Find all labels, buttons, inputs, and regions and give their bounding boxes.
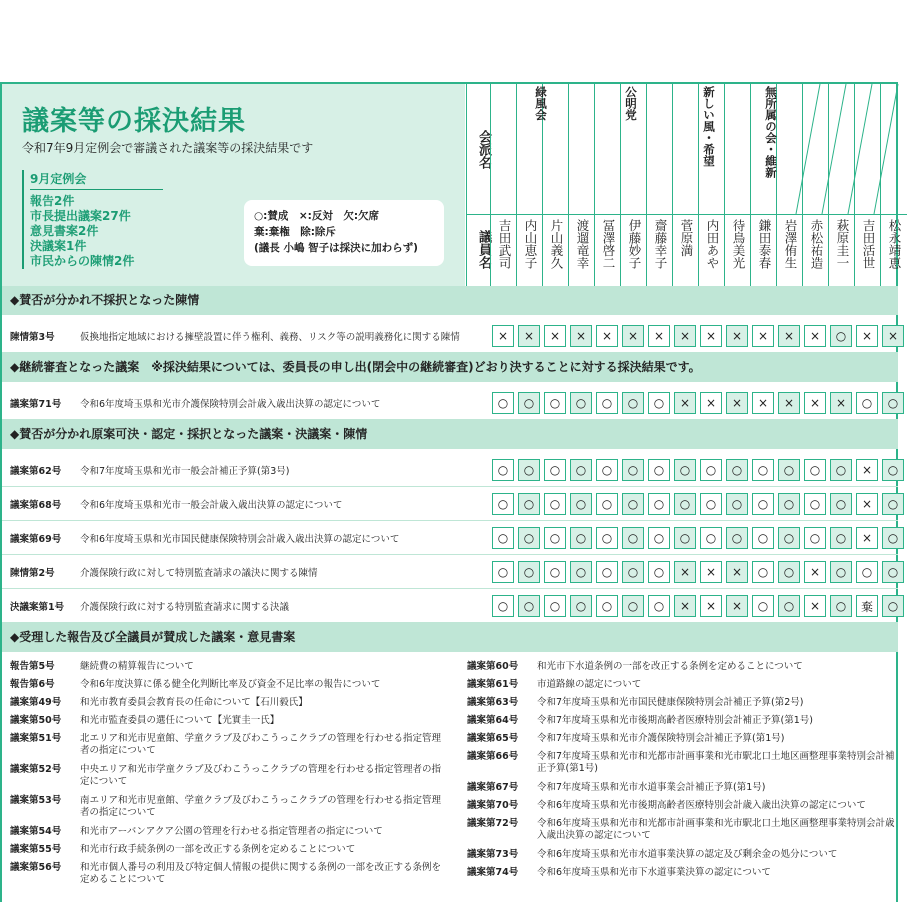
vote-mark: × xyxy=(570,325,592,347)
bill-code: 議案第72号 xyxy=(467,818,519,829)
bill-title: 市道路線の認定について xyxy=(537,679,642,690)
vote-mark: ○ xyxy=(804,527,826,549)
bill-code: 議案第51号 xyxy=(10,733,62,744)
vote-mark: × xyxy=(518,325,540,347)
bill-code: 議案第63号 xyxy=(467,697,519,708)
member-name: 伊藤妙子 xyxy=(627,219,642,269)
table-row xyxy=(2,453,898,487)
vote-mark: ○ xyxy=(596,459,618,481)
bill-title: 令和6年度埼玉県和光市介護保険特別会計歳入歳出決算の認定について xyxy=(80,399,381,410)
vote-mark: × xyxy=(492,325,514,347)
vote-mark: ○ xyxy=(492,392,514,414)
member-cell xyxy=(881,214,907,286)
vote-mark: × xyxy=(830,392,852,414)
vote-mark: × xyxy=(856,493,878,515)
vote-mark: ○ xyxy=(622,392,644,414)
vote-mark: ○ xyxy=(518,527,540,549)
section-header: ◆受理した報告及び全議員が賛成した議案・意見書案 xyxy=(2,623,898,652)
bill-code: 議案第52号 xyxy=(10,764,62,775)
member-name: 萩原圭一 xyxy=(835,219,850,269)
vote-mark: ○ xyxy=(700,493,722,515)
bill-title: 介護保険行政に対して特別監査請求の議決に関する陳情 xyxy=(80,568,318,579)
bill-code: 議案第50号 xyxy=(10,715,62,726)
section-header: ◆賛否が分かれ不採択となった陳情 xyxy=(2,286,898,315)
vote-mark: × xyxy=(544,325,566,347)
bill-title: 南エリア和光市児童館、学童クラブ及びわこうっこクラブの管理を行わせる指定管理者の指定について xyxy=(80,795,442,818)
vote-mark: ○ xyxy=(596,595,618,617)
bill-code: 議案第61号 xyxy=(467,679,519,690)
vote-mark: × xyxy=(674,595,696,617)
vote-mark: × xyxy=(700,392,722,414)
vote-mark: ○ xyxy=(492,493,514,515)
member-cell xyxy=(647,214,673,286)
bill-code: 議案第62号 xyxy=(10,466,62,477)
bill-code: 議案第60号 xyxy=(467,661,519,672)
vote-mark: ○ xyxy=(804,493,826,515)
member-name: 内田あや xyxy=(705,219,720,269)
page-title: 議案等の採決結果 xyxy=(22,106,246,137)
bill-title: 令和7年度埼玉県和光市介護保険特別会計補正予算(第1号) xyxy=(537,733,785,744)
vote-mark: × xyxy=(674,561,696,583)
vote-mark: × xyxy=(674,392,696,414)
vote-mark: ○ xyxy=(856,392,878,414)
vote-mark: ○ xyxy=(648,459,670,481)
vote-mark: ○ xyxy=(570,595,592,617)
member-cell xyxy=(777,214,803,286)
vote-mark: × xyxy=(700,595,722,617)
table-row xyxy=(2,487,898,521)
bill-code: 議案第69号 xyxy=(10,534,62,545)
legend-line: (議長 小嶋 智子は採決に加わらず) xyxy=(254,242,418,254)
member-name: 赤松祐造 xyxy=(809,219,824,269)
vote-mark: ○ xyxy=(804,459,826,481)
unaffiliated-hatch xyxy=(796,84,898,214)
group-name: 公明党 xyxy=(624,86,638,121)
table-row xyxy=(2,555,898,589)
bill-code: 議案第55号 xyxy=(10,844,62,855)
session-item: 市長提出議案27件 xyxy=(30,209,131,223)
section-header: ◆継続審査となった議案 ※採決結果については、委員長の申し出(閉会中の継続審査)どおり決することに対する採決結果です。 xyxy=(2,353,898,382)
vote-mark: ○ xyxy=(830,595,852,617)
vote-mark: ○ xyxy=(596,527,618,549)
vote-mark: ○ xyxy=(882,527,904,549)
vote-mark: ○ xyxy=(882,595,904,617)
member-name: 岩澤侑生 xyxy=(783,219,798,269)
vote-mark: × xyxy=(778,392,800,414)
vote-mark: ○ xyxy=(674,527,696,549)
member-name: 吉田武司 xyxy=(497,219,512,269)
bill-title: 和光市監査委員の選任について【光實圭一氏】 xyxy=(80,715,280,726)
vote-mark: ○ xyxy=(544,392,566,414)
bill-code: 議案第49号 xyxy=(10,697,62,708)
member-name: 鎌田泰春 xyxy=(757,219,772,269)
vote-mark: ○ xyxy=(882,493,904,515)
vote-mark: ○ xyxy=(492,595,514,617)
bill-title: 北エリア和光市児童館、学童クラブ及びわこうっこクラブの管理を行わせる指定管理者の指定について xyxy=(80,733,442,756)
bill-title: 継続費の精算報告について xyxy=(80,661,194,672)
bill-code: 議案第67号 xyxy=(467,782,519,793)
bill-title: 和光市アーバンアクア公園の管理を行わせる指定管理者の指定について xyxy=(80,826,383,837)
bill-title: 和光市下水道条例の一部を改正する条例を定めることについて xyxy=(537,661,803,672)
faction-label: 会派名 xyxy=(476,130,491,169)
member-name: 待鳥美光 xyxy=(731,219,746,269)
bill-title: 令和7年度埼玉県和光市和光都市計画事業和光市駅北口土地区画整理事業特別会計補正予算(第1号) xyxy=(537,751,895,774)
vote-mark: ○ xyxy=(778,595,800,617)
vote-mark: ○ xyxy=(622,493,644,515)
bill-title: 令和6年度埼玉県和光市一般会計歳入歳出決算の認定について xyxy=(80,500,343,511)
member-cell xyxy=(491,214,517,286)
vote-mark: ○ xyxy=(544,459,566,481)
vote-mark: ○ xyxy=(700,459,722,481)
vote-mark: ○ xyxy=(778,459,800,481)
bill-code: 議案第70号 xyxy=(467,800,519,811)
member-cell xyxy=(517,214,543,286)
bill-title: 令和6年度埼玉県和光市国民健康保険特別会計歳入歳出決算の認定について xyxy=(80,534,400,545)
bill-title: 令和7年度埼玉県和光市水道事業会計補正予算(第1号) xyxy=(537,782,766,793)
vote-mark: × xyxy=(726,595,748,617)
member-column xyxy=(724,84,750,286)
vote-mark: × xyxy=(648,325,670,347)
member-cell xyxy=(829,214,855,286)
group-name: 無所属の会・維新 xyxy=(764,86,778,178)
vote-mark: × xyxy=(726,392,748,414)
vote-mark: × xyxy=(700,325,722,347)
bill-title: 和光市個人番号の利用及び特定個人情報の提供に関する条例の一部を改正する条例を定めることについて xyxy=(80,862,442,885)
table-row xyxy=(2,319,898,353)
member-name: 齋藤幸子 xyxy=(653,219,668,269)
vote-mark: ○ xyxy=(518,493,540,515)
bill-title: 令和7年度埼玉県和光市後期高齢者医療特別会計補正予算(第1号) xyxy=(537,715,814,726)
vote-mark: × xyxy=(726,325,748,347)
group-name: 新しい風・希望 xyxy=(702,86,716,167)
vote-mark: ○ xyxy=(596,561,618,583)
vote-mark: × xyxy=(804,392,826,414)
vote-mark: × xyxy=(700,561,722,583)
vote-mark: ○ xyxy=(544,561,566,583)
vote-mark: × xyxy=(674,325,696,347)
vote-mark: ○ xyxy=(778,493,800,515)
vote-mark: ○ xyxy=(518,561,540,583)
vote-mark: ○ xyxy=(570,459,592,481)
group-name: 緑風会 xyxy=(534,86,548,121)
bill-title: 令和6年度埼玉県和光市後期高齢者医療特別会計歳入歳出決算の認定について xyxy=(537,800,866,811)
member-column xyxy=(594,84,620,286)
vote-mark: ○ xyxy=(518,459,540,481)
vote-mark: ○ xyxy=(544,527,566,549)
vote-mark: × xyxy=(726,561,748,583)
bill-code: 報告第6号 xyxy=(10,679,55,690)
bill-title: 中央エリア和光市学童クラブ及びわこうっこクラブの管理を行わせる指定管理者の指定について xyxy=(80,764,442,787)
page-subtitle: 令和7年9月定例会で審議された議案等の採決結果です xyxy=(22,141,314,155)
vote-mark: ○ xyxy=(674,493,696,515)
bill-title: 和光市教育委員会教育長の任命について【石川毅氏】 xyxy=(80,697,308,708)
member-cell xyxy=(803,214,829,286)
member-cell xyxy=(543,214,569,286)
vote-mark: ○ xyxy=(544,493,566,515)
vote-mark: ○ xyxy=(752,493,774,515)
bill-code: 議案第73号 xyxy=(467,849,519,860)
vote-mark: ○ xyxy=(752,527,774,549)
member-name: 内山恵子 xyxy=(523,219,538,269)
bill-code: 議案第64号 xyxy=(467,715,519,726)
member-column xyxy=(672,84,698,286)
vote-mark: ○ xyxy=(830,459,852,481)
bill-title: 令和6年度埼玉県和光市和光都市計画事業和光市駅北口土地区画整理事業特別会計歳入歳出決算の認定について xyxy=(537,818,895,841)
member-name: 渡遛竜幸 xyxy=(575,219,590,269)
vote-mark: × xyxy=(856,325,878,347)
bill-title: 仮換地指定地域における擁壁設置に伴う権利、義務、リスク等の説明義務化に関する陳情 xyxy=(80,332,460,343)
vote-mark: ○ xyxy=(648,561,670,583)
bill-code: 陳情第3号 xyxy=(10,332,55,343)
vote-mark: ○ xyxy=(570,561,592,583)
bill-title: 和光市行政手続条例の一部を改正する条例を定めることについて xyxy=(80,844,356,855)
legend-line: 棄:棄権 除:除斥 xyxy=(254,226,336,238)
vote-mark: ○ xyxy=(778,527,800,549)
vote-mark: ○ xyxy=(492,527,514,549)
bill-title: 令和7年度埼玉県和光市一般会計補正予算(第3号) xyxy=(80,466,290,477)
bill-title: 令和7年度埼玉県和光市国民健康保険特別会計補正予算(第2号) xyxy=(537,697,804,708)
vote-mark: ○ xyxy=(882,459,904,481)
vote-mark: ○ xyxy=(726,459,748,481)
table-row xyxy=(2,521,898,555)
session-item: 市民からの陳情2件 xyxy=(30,254,135,268)
member-name: 菅原満 xyxy=(679,219,694,257)
member-cell xyxy=(569,214,595,286)
vote-mark: ○ xyxy=(830,561,852,583)
member-cell xyxy=(595,214,621,286)
member-cell xyxy=(751,214,777,286)
vote-mark: ○ xyxy=(830,493,852,515)
bill-code: 陳情第2号 xyxy=(10,568,55,579)
vote-mark: ○ xyxy=(492,561,514,583)
vote-mark: ○ xyxy=(570,493,592,515)
vote-mark: × xyxy=(622,325,644,347)
vote-mark: ○ xyxy=(882,561,904,583)
bill-title: 令和6年度埼玉県和光市水道事業決算の認定及び剰余金の処分について xyxy=(537,849,838,860)
vote-mark: ○ xyxy=(648,493,670,515)
session-item: 意見書案2件 xyxy=(30,224,99,238)
vote-mark: ○ xyxy=(596,392,618,414)
bill-code: 議案第56号 xyxy=(10,862,62,873)
vote-mark: ○ xyxy=(570,527,592,549)
vote-mark: ○ xyxy=(726,493,748,515)
vote-mark: × xyxy=(804,561,826,583)
vote-mark: ○ xyxy=(674,459,696,481)
vote-mark: × xyxy=(882,325,904,347)
vote-mark: × xyxy=(804,595,826,617)
vote-mark: × xyxy=(804,325,826,347)
session-title: 9月定例会 xyxy=(30,170,163,190)
vote-mark: ○ xyxy=(726,527,748,549)
bill-title: 令和6年度決算に係る健全化判断比率及び資金不足比率の報告について xyxy=(80,679,381,690)
vote-mark: ○ xyxy=(752,561,774,583)
bill-code: 議案第71号 xyxy=(10,399,62,410)
vote-mark: ○ xyxy=(648,392,670,414)
member-cell xyxy=(673,214,699,286)
bill-code: 議案第53号 xyxy=(10,795,62,806)
member-name: 吉田活世 xyxy=(861,219,876,269)
vote-mark: ○ xyxy=(570,392,592,414)
bill-code: 報告第5号 xyxy=(10,661,55,672)
bill-code: 決議案第1号 xyxy=(10,602,65,613)
vote-legend xyxy=(244,200,444,266)
vote-mark: ○ xyxy=(830,325,852,347)
member-name: 冨澤啓二 xyxy=(601,219,616,269)
member-column xyxy=(568,84,594,286)
bill-title: 介護保険行政に対する特別監査請求に関する決議 xyxy=(80,602,290,613)
vote-mark: × xyxy=(856,527,878,549)
vote-mark: ○ xyxy=(596,493,618,515)
member-column xyxy=(490,84,516,286)
bill-code: 議案第74号 xyxy=(467,867,519,878)
vote-mark: × xyxy=(752,392,774,414)
vote-mark: ○ xyxy=(882,392,904,414)
vote-mark: ○ xyxy=(700,527,722,549)
member-label: 議員名 xyxy=(476,230,491,269)
vote-mark: ○ xyxy=(492,459,514,481)
section-header: ◆賛否が分かれ原案可決・認定・採択となった議案・決議案・陳情 xyxy=(2,420,898,449)
vote-mark: ○ xyxy=(518,595,540,617)
session-item: 報告2件 xyxy=(30,194,75,208)
member-name: 片山義久 xyxy=(549,219,564,269)
vote-mark: ○ xyxy=(648,595,670,617)
vote-mark: ○ xyxy=(622,459,644,481)
vote-mark: × xyxy=(596,325,618,347)
bill-code: 議案第54号 xyxy=(10,826,62,837)
vote-mark: ○ xyxy=(752,595,774,617)
vote-mark: ○ xyxy=(622,595,644,617)
vote-mark: ○ xyxy=(544,595,566,617)
member-cell xyxy=(621,214,647,286)
member-cell xyxy=(725,214,751,286)
vote-mark: ○ xyxy=(830,527,852,549)
session-item: 決議案1件 xyxy=(30,239,87,253)
vote-mark: ○ xyxy=(856,561,878,583)
vote-mark: ○ xyxy=(778,561,800,583)
session-summary xyxy=(22,170,163,269)
vote-mark: × xyxy=(752,325,774,347)
legend-line: ○:賛成 ×:反対 欠:欠席 xyxy=(254,210,380,222)
vote-mark: ○ xyxy=(752,459,774,481)
vote-mark: ○ xyxy=(648,527,670,549)
bill-title: 令和6年度埼玉県和光市下水道事業決算の認定について xyxy=(537,867,771,878)
vote-mark: 棄 xyxy=(856,595,878,617)
vote-mark: ○ xyxy=(622,527,644,549)
vote-mark: ○ xyxy=(518,392,540,414)
member-name: 松永靖恵 xyxy=(887,219,902,269)
member-column xyxy=(646,84,672,286)
member-cell xyxy=(855,214,881,286)
vote-mark: ○ xyxy=(622,561,644,583)
member-cell xyxy=(699,214,725,286)
bill-code: 議案第68号 xyxy=(10,500,62,511)
vote-mark: × xyxy=(778,325,800,347)
bill-code: 議案第66号 xyxy=(467,751,519,762)
table-row xyxy=(2,386,898,420)
vote-mark: × xyxy=(856,459,878,481)
bill-code: 議案第65号 xyxy=(467,733,519,744)
table-row xyxy=(2,589,898,623)
